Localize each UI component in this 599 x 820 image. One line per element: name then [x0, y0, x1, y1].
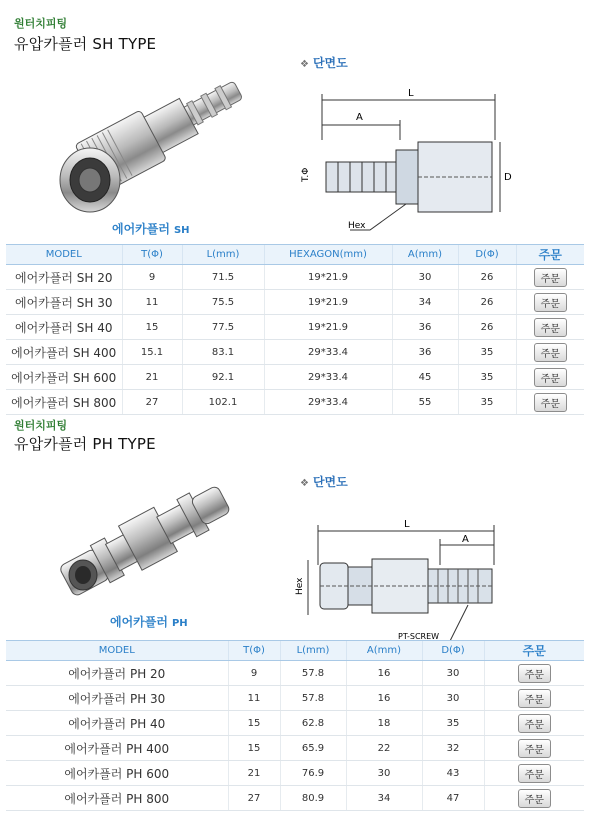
table-row [6, 686, 584, 711]
cell-l: 57.8 [280, 686, 346, 711]
col-model: MODEL [6, 245, 122, 265]
ph-spec-table [6, 640, 584, 811]
order-button[interactable]: 주문 [518, 714, 551, 733]
cell-t: 21 [228, 761, 280, 786]
cell-d: 26 [458, 290, 516, 315]
col-order: 주문 [516, 245, 584, 265]
bullet-icon: ❖ [300, 478, 309, 489]
dim-a-label: A [462, 534, 469, 545]
order-button[interactable]: 주문 [518, 789, 551, 808]
cell-hexagon: 19*21.9 [264, 315, 392, 340]
caption-name: 에어카플러 [112, 222, 170, 236]
cell-d: 30 [422, 686, 484, 711]
cell-order [484, 661, 584, 686]
dim-t-label: T.Φ [301, 167, 311, 182]
caption-code: PH [171, 618, 188, 629]
cell-t: 9 [228, 661, 280, 686]
order-button[interactable]: 주문 [518, 764, 551, 783]
cell-model: 에어카플러 SH 400 [6, 340, 122, 365]
cell-l: 83.1 [182, 340, 264, 365]
cell-hexagon: 19*21.9 [264, 290, 392, 315]
order-button[interactable]: 주문 [518, 664, 551, 683]
order-button[interactable]: 주문 [534, 293, 567, 312]
cell-t: 11 [122, 290, 182, 315]
table-header-row [6, 245, 584, 265]
dim-a-label: A [356, 112, 363, 123]
cell-hexagon: 29*33.4 [264, 365, 392, 390]
sh-product-caption [112, 220, 190, 237]
cell-model: 에어카플러 PH 800 [6, 786, 228, 811]
order-button[interactable]: 주문 [534, 343, 567, 362]
cell-a: 16 [346, 661, 422, 686]
table-row [6, 315, 584, 340]
cell-t: 21 [122, 365, 182, 390]
order-button[interactable]: 주문 [534, 393, 567, 412]
dim-hex-label: Hex [295, 577, 305, 595]
cell-d: 26 [458, 265, 516, 290]
cross-section-label [300, 473, 348, 490]
ph-product-photo [45, 460, 255, 610]
cell-l: 71.5 [182, 265, 264, 290]
cell-l: 75.5 [182, 290, 264, 315]
dim-d-label: D [504, 172, 512, 183]
cell-model: 에어카플러 PH 600 [6, 761, 228, 786]
cell-model: 에어카플러 SH 40 [6, 315, 122, 340]
cell-d: 35 [458, 340, 516, 365]
product-title: 유압카플러 SH TYPE [14, 35, 157, 53]
cell-l: 102.1 [182, 390, 264, 415]
cell-l: 92.1 [182, 365, 264, 390]
col-l: L(mm) [182, 245, 264, 265]
cell-t: 15 [228, 711, 280, 736]
cell-t: 15 [228, 736, 280, 761]
cell-model: 에어카플러 SH 800 [6, 390, 122, 415]
cell-l: 65.9 [280, 736, 346, 761]
cell-d: 35 [422, 711, 484, 736]
product-title: 유압카플러 PH TYPE [14, 435, 156, 453]
col-hexagon: HEXAGON(mm) [264, 245, 392, 265]
table-row [6, 290, 584, 315]
cell-a: 36 [392, 315, 458, 340]
table-row [6, 661, 584, 686]
cell-order [516, 365, 584, 390]
col-order: 주문 [484, 641, 584, 661]
cross-section-label [300, 54, 348, 71]
cell-order [484, 686, 584, 711]
cell-d: 30 [422, 661, 484, 686]
table-row [6, 390, 584, 415]
cell-t: 27 [228, 786, 280, 811]
cell-a: 16 [346, 686, 422, 711]
cell-l: 76.9 [280, 761, 346, 786]
cell-a: 30 [346, 761, 422, 786]
cell-order [484, 736, 584, 761]
cell-hexagon: 29*33.4 [264, 340, 392, 365]
cell-a: 45 [392, 365, 458, 390]
cell-a: 18 [346, 711, 422, 736]
dim-screw-label: PT-SCREW [398, 632, 440, 641]
sh-coupler-image [45, 55, 255, 215]
cell-order [516, 315, 584, 340]
cell-a: 22 [346, 736, 422, 761]
table-row [6, 711, 584, 736]
cell-order [516, 390, 584, 415]
cell-model: 에어카플러 SH 20 [6, 265, 122, 290]
cell-order [516, 340, 584, 365]
table-row [6, 761, 584, 786]
cell-t: 15.1 [122, 340, 182, 365]
cell-order [516, 265, 584, 290]
dim-hex-label: Hex [348, 221, 366, 231]
cell-d: 35 [458, 365, 516, 390]
col-l: L(mm) [280, 641, 346, 661]
order-button[interactable]: 주문 [534, 318, 567, 337]
cell-order [484, 786, 584, 811]
ph-product-caption [110, 613, 188, 630]
cell-t: 11 [228, 686, 280, 711]
cell-model: 에어카플러 PH 400 [6, 736, 228, 761]
col-model: MODEL [6, 641, 228, 661]
cell-t: 9 [122, 265, 182, 290]
bullet-icon: ❖ [300, 59, 309, 70]
col-a: A(mm) [346, 641, 422, 661]
cell-a: 34 [392, 290, 458, 315]
caption-code: SH [173, 225, 190, 236]
cell-order [484, 711, 584, 736]
table-row [6, 786, 584, 811]
col-d: D(Φ) [458, 245, 516, 265]
cell-a: 55 [392, 390, 458, 415]
cell-order [484, 761, 584, 786]
cell-a: 30 [392, 265, 458, 290]
dim-l-label: L [408, 88, 414, 99]
cell-model: 에어카플러 PH 40 [6, 711, 228, 736]
cell-l: 80.9 [280, 786, 346, 811]
table-row [6, 365, 584, 390]
cell-d: 26 [458, 315, 516, 340]
cell-l: 77.5 [182, 315, 264, 340]
cell-hexagon: 29*33.4 [264, 390, 392, 415]
col-a: A(mm) [392, 245, 458, 265]
cell-order [516, 290, 584, 315]
cross-section-text: 단면도 [312, 475, 348, 489]
cell-t: 15 [122, 315, 182, 340]
dim-l-label: L [404, 519, 410, 530]
sh-spec-table [6, 244, 584, 415]
table-header-row [6, 641, 584, 661]
ph-section [0, 415, 599, 820]
brand-label: 원터치피팅 [14, 419, 68, 432]
table-row [6, 340, 584, 365]
cell-model: 에어카플러 PH 20 [6, 661, 228, 686]
order-button[interactable]: 주문 [534, 268, 567, 287]
cell-d: 43 [422, 761, 484, 786]
sh-cross-section-diagram [290, 80, 540, 240]
sh-product-photo [45, 55, 255, 215]
col-d: D(Φ) [422, 641, 484, 661]
caption-name: 에어카플러 [110, 615, 168, 629]
cell-t: 27 [122, 390, 182, 415]
cross-section-text: 단면도 [312, 56, 348, 70]
ph-cross-section-diagram [290, 515, 510, 650]
order-button[interactable]: 주문 [518, 689, 551, 708]
cell-a: 36 [392, 340, 458, 365]
col-t: T(Φ) [122, 245, 182, 265]
col-t: T(Φ) [228, 641, 280, 661]
table-row [6, 265, 584, 290]
cell-l: 57.8 [280, 661, 346, 686]
order-button[interactable]: 주문 [518, 739, 551, 758]
cell-model: 에어카플러 SH 600 [6, 365, 122, 390]
cell-hexagon: 19*21.9 [264, 265, 392, 290]
order-button[interactable]: 주문 [534, 368, 567, 387]
cell-l: 62.8 [280, 711, 346, 736]
table-row [6, 736, 584, 761]
brand-label: 원터치피팅 [14, 17, 68, 30]
cell-d: 35 [458, 390, 516, 415]
cell-d: 32 [422, 736, 484, 761]
cell-d: 47 [422, 786, 484, 811]
cell-model: 에어카플러 SH 30 [6, 290, 122, 315]
cell-model: 에어카플러 PH 30 [6, 686, 228, 711]
ph-plug-image [45, 460, 255, 610]
cell-a: 34 [346, 786, 422, 811]
